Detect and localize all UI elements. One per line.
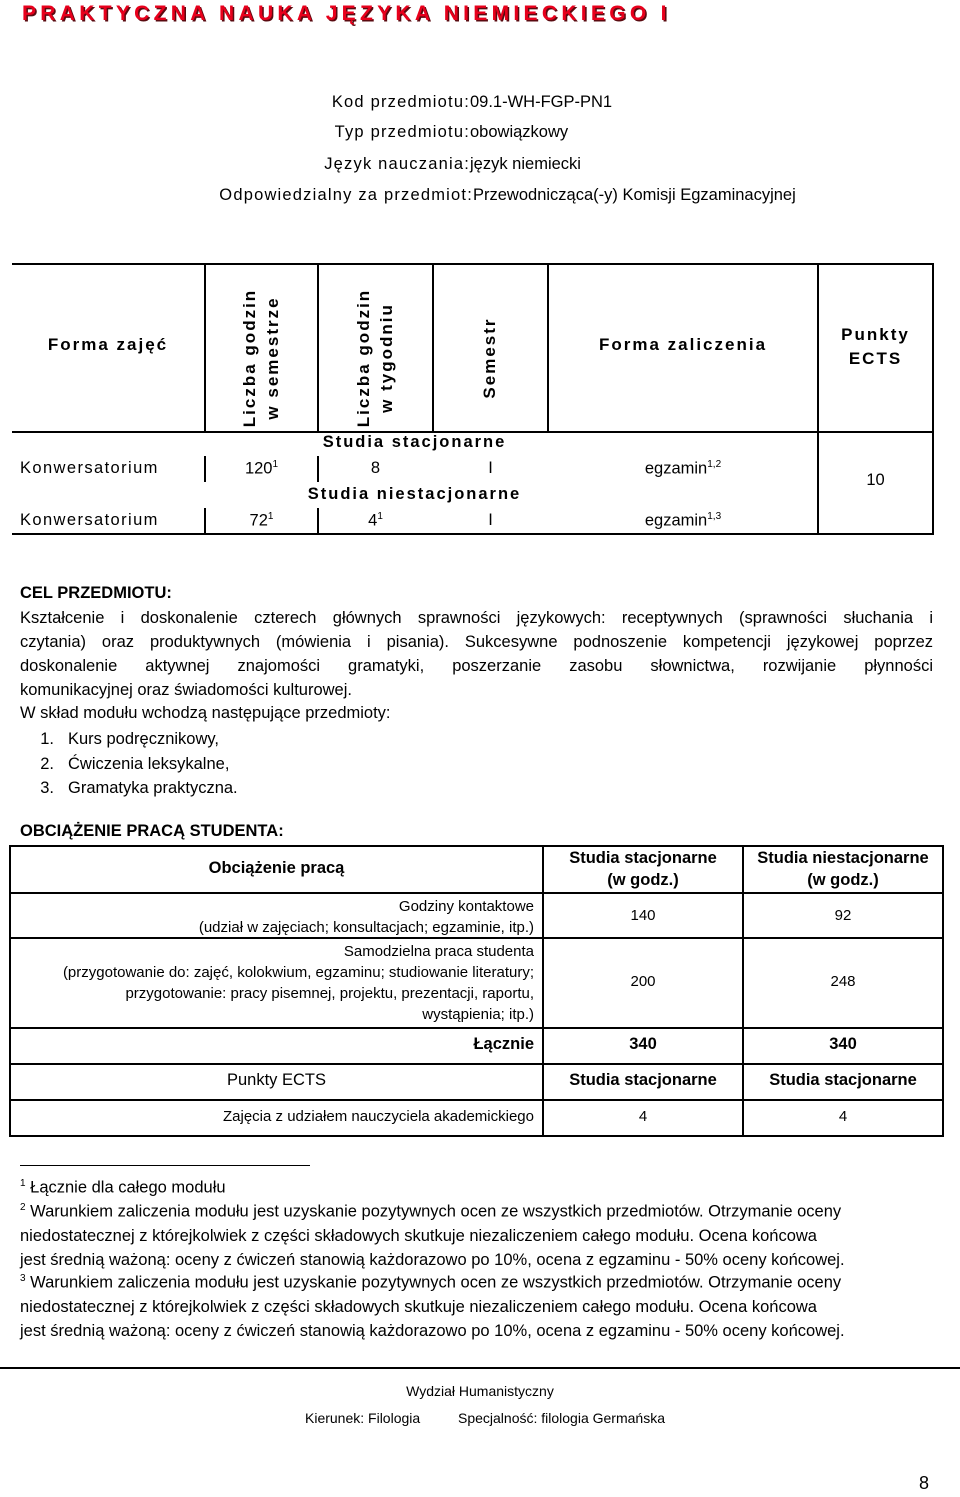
course-form-table	[12, 263, 934, 535]
cel-paragraph: Kształcenie i doskonalenie czterech głównych sprawności językowych: receptywnych (sprawności słuchania i czytania) oraz produktywnych (mówienia i pisania). Sukcesywne podnoszenie kompetencji językowej poprzez doskonalenie aktywnej znajomości gramatyki, poszerzanie zasobu słownictwa, rozwijanie płynności komunikacyjnej oraz świadomości kulturowej.	[20, 609, 933, 699]
row-semestr: I	[488, 511, 493, 529]
footer-rule	[0, 1367, 960, 1369]
header-forma-zaliczenia: Forma zaliczenia	[598, 335, 768, 354]
meta-value: język niemiecki	[470, 155, 581, 173]
zajecia-niestac: 4	[838, 1108, 848, 1125]
meta-odpowiedzialny	[0, 186, 960, 205]
total-niestac: 340	[829, 1035, 857, 1053]
list-item: 2. Ćwiczenia leksykalne,	[40, 754, 230, 773]
ects-row-label: Punkty ECTS	[226, 1071, 327, 1089]
meta-typ	[0, 123, 960, 142]
cel-list	[20, 727, 238, 801]
meta-value: obowiązkowy	[470, 123, 569, 141]
godziny-niestac: 92	[834, 907, 852, 924]
total-label: Łącznie	[473, 1035, 534, 1053]
samodzielna-niestac: 248	[830, 973, 856, 990]
godziny-stac: 140	[630, 907, 656, 924]
page-number: 8	[919, 1473, 930, 1493]
cel-heading: CEL PRZEDMIOTU:	[20, 584, 172, 602]
ects-row-col2: Studia stacjonarne	[569, 1071, 717, 1089]
header-semestr: Semestr	[480, 317, 499, 399]
section-niestacjonarne: Studia niestacjonarne	[307, 485, 522, 503]
col-obciazenie: Obciążenie pracą	[208, 859, 345, 877]
row-forma: Konwersatorium	[20, 459, 159, 477]
meta-kod	[0, 93, 960, 112]
footnote-3: $^3$ Warunkiem zaliczenia modułu jest uzyskanie pozytywnych ocen ze wszystkich przedmiotów. Otrzymanie oceny niedostatecznej z którejkolwiek z części składowych skutkuje niezaliczeniem całego modułu. Ocena końcowa jest średnią ważoną: oceny z ćwiczeń stanowią każdorazowo po 10%, ocena z egzaminu - 50% oceny końcowej.	[20, 1273, 845, 1340]
ects-value: 10	[866, 471, 885, 489]
meta-label: Język nauczania:	[324, 155, 470, 173]
header-forma-zajec: Forma zajęć	[47, 335, 169, 354]
footer-specjalnosc: Specjalność: filologia Germańska	[458, 1410, 665, 1426]
samodzielna-stac: 200	[630, 973, 656, 990]
workload-table	[9, 845, 944, 1137]
document-title: PRAKTYCZNA NAUKA JĘZYKA NIEMIECKIEGO I	[22, 2, 671, 25]
total-stac: 340	[629, 1035, 657, 1053]
row-hours-semester: $72^1$	[249, 511, 274, 530]
footnote-rule	[20, 1165, 310, 1166]
zajecia-stac: 4	[638, 1108, 648, 1125]
row-hours-week: 8	[370, 459, 381, 477]
row-hours-semester: $120^1$	[244, 459, 279, 478]
row-zaliczenie: egzamin$^{1,3}$	[644, 511, 722, 530]
meta-label: Kod przedmiotu:	[331, 93, 470, 111]
list-item: 3. Gramatyka praktyczna.	[40, 779, 238, 797]
col-stacjonarne: Studia stacjonarne (w godz.)	[569, 849, 717, 889]
row-godziny-kontaktowe: Godziny kontaktowe (udział w zajęciach; konsultacjach; egzaminie, itp.)	[198, 898, 534, 936]
row-samodzielna-praca: Samodzielna praca studenta (przygotowanie do: zajęć, kolokwium, egzaminu; studiowanie literatury; przygotowanie: pracy pisemnej, projektu, prezentacji, raportu, wystąpienia; itp.)	[62, 943, 534, 1023]
footnote-2: $^2$ Warunkiem zaliczenia modułu jest uzyskanie pozytywnych ocen ze wszystkich przedmiotów. Otrzymanie oceny niedostatecznej z którejkolwiek z części składowych skutkuje niezaliczeniem całego modułu. Ocena końcowa jest średnią ważoną: oceny z ćwiczeń stanowią każdorazowo po 10%, ocena z egzaminu - 50% oceny końcowej.	[20, 1202, 845, 1269]
meta-label: Typ przedmiotu:	[334, 123, 470, 141]
footer-kierunek: Kierunek: Filologia	[305, 1410, 421, 1426]
meta-jezyk	[0, 155, 960, 174]
header-hours-week: Liczba godzin w tygodniu	[354, 288, 396, 428]
row-forma: Konwersatorium	[20, 511, 159, 529]
header-hours-semester: Liczba godzin w semestrze	[240, 288, 282, 428]
list-item: 1. Kurs podręcznikowy,	[40, 730, 220, 748]
header-ects: Punkty ECTS	[841, 325, 910, 368]
cel-subheading: W skład modułu wchodzą następujące przedmioty:	[20, 704, 391, 722]
obciazenie-heading: OBCIĄŻENIE PRACĄ STUDENTA:	[20, 822, 284, 840]
meta-label: Odpowiedzialny za przedmiot:	[219, 186, 473, 204]
section-stacjonarne: Studia stacjonarne	[322, 433, 507, 451]
ects-row-col3: Studia stacjonarne	[769, 1071, 917, 1089]
col-niestacjonarne: Studia niestacjonarne (w godz.)	[757, 849, 929, 889]
zajecia-label: Zajęcia z udziałem nauczyciela akademickiego	[223, 1108, 534, 1125]
footnote-1: $^1$ Łącznie dla całego modułu	[20, 1178, 226, 1197]
meta-value: 09.1-WH-FGP-PN1	[470, 93, 613, 111]
row-hours-week: $4^1$	[368, 511, 383, 530]
row-zaliczenie: egzamin$^{1,2}$	[644, 459, 722, 478]
meta-value: Przewodnicząca(-y) Komisji Egzaminacyjnej	[473, 186, 796, 204]
footer-wydzial: Wydział Humanistyczny	[406, 1383, 554, 1399]
row-semestr: I	[488, 459, 493, 477]
